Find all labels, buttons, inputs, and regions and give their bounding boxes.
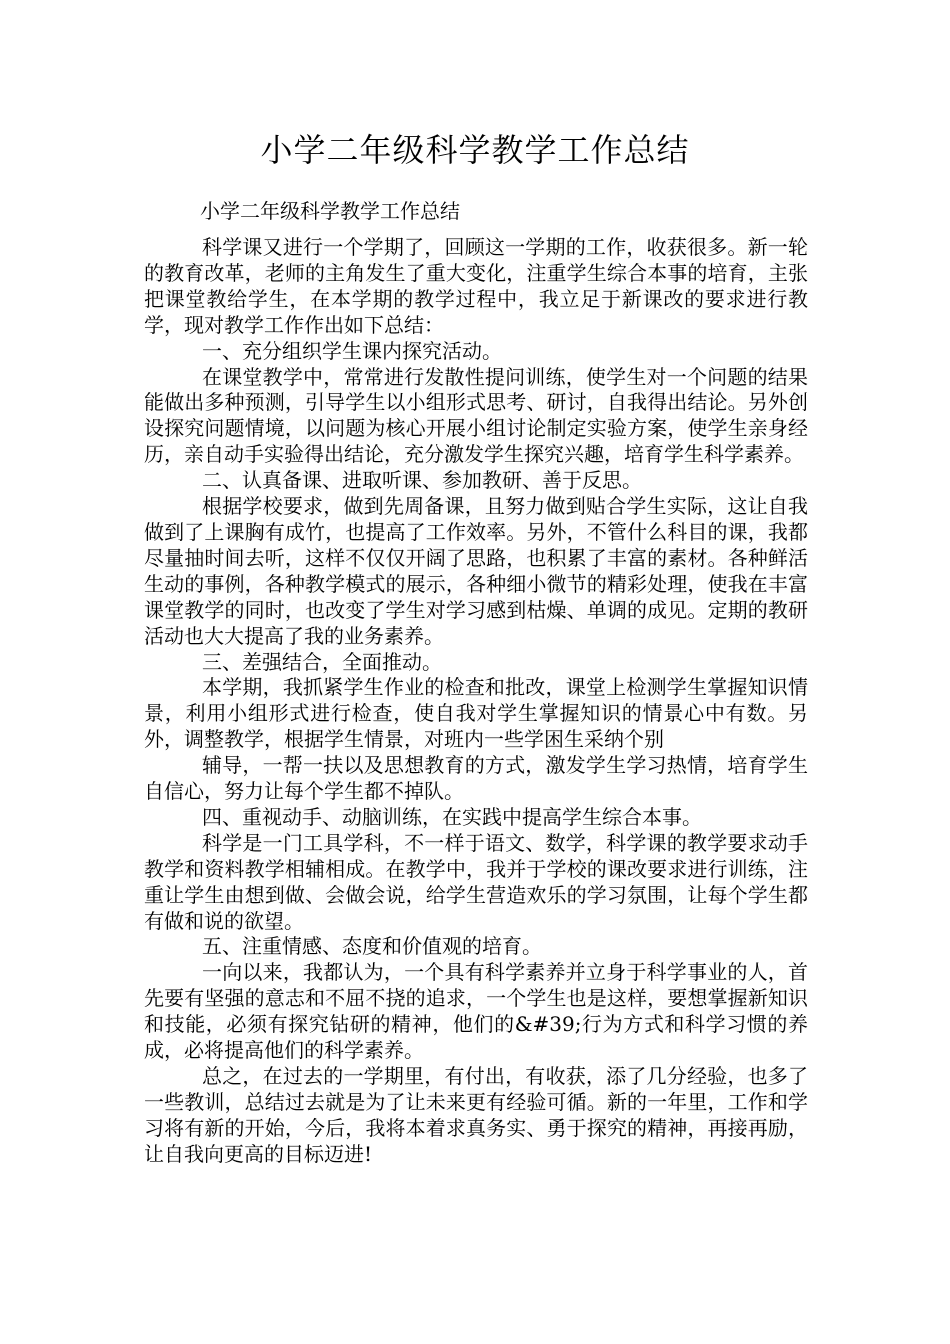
section-heading-2: 二、认真备课、进取听课、参加教研、善于反思。 [202, 468, 642, 493]
document-title: 小学二年级科学教学工作总结 [260, 131, 690, 169]
paragraph-2: 根据学校要求，做到先周备课，且努力做到贴合学生实际，这让自我做到了上课胸有成竹，也提高了工作效率。另外，不管什么科目的课，我都尽量抽时间去听，这样不仅仅开阔了思路，也积累了丰富的素材。各种鲜活生动的事例，各种教学模式的展示，各种细小微节的精彩处理，使我在丰富课堂教学的同时，也改变了学生对学习感到枯燥、单调的成见。定期的教研活动也大大提高了我的业务素养。 [144, 494, 808, 648]
section-heading-4: 四、重视动手、动脑训练，在实践中提高学生综合本事。 [202, 804, 702, 829]
paragraph-4: 科学是一门工具学科，不一样于语文、数学，科学课的教学要求动手教学和资料教学相辅相成。在教学中，我并于学校的课改要求进行训练，注重让学生由想到做、会做会说，给学生营造欢乐的学习氛围，让每个学生都有做和说的欲望。 [144, 830, 808, 933]
paragraph-3a: 本学期，我抓紧学生作业的检查和批改，课堂上检测学生掌握知识情景，利用小组形式进行检查，使自我对学生掌握知识的情景心中有数。另外，调整教学，根据学生情景，对班内一些学困生采纳个别 [144, 675, 808, 752]
document-body [144, 235, 808, 1168]
section-heading-3: 三、差强结合，全面推动。 [202, 649, 442, 674]
section-heading-5: 五、注重情感、态度和价值观的培育。 [202, 934, 542, 959]
paragraph-conclusion: 总之，在过去的一学期里，有付出，有收获，添了几分经验，也多了一些教训，总结过去就是为了让未来更有经验可循。新的一年里，工作和学习将有新的开始，今后，我将本着求真务实、勇于探究的精神，再接再励，让自我向更高的目标迈进! [144, 1064, 808, 1166]
paragraph-1: 在课堂教学中，常常进行发散性提问训练，使学生对一个问题的结果能做出多种预测，引导学生以小组形式思考、研讨，自我得出结论。另外创设探究问题情境，以问题为核心开展小组讨论制定实验方案，使学生亲身经历，亲自动手实验得出结论，充分激发学生探究兴趣，培育学生科学素养。 [144, 364, 808, 467]
paragraph-intro: 科学课又进行一个学期了，回顾这一学期的工作，收获很多。新一轮的教育改革，老师的主角发生了重大变化，注重学生综合本事的培育，主张把课堂教给学生，在本学期的教学过程中，我立足于新课改的要求进行教学，现对教学工作作出如下总结： [144, 235, 808, 337]
paragraph-3b: 辅导，一帮一扶以及思想教育的方式，激发学生学习热情，培育学生自信心，努力让每个学生都不掉队。 [144, 753, 808, 804]
paragraph-5: 一向以来，我都认为，一个具有科学素养并立身于科学事业的人，首先要有坚强的意志和不屈不挠的追求，一个学生也是这样，要想掌握新知识和技能，必须有探究钻研的精神，他们的&#39;行为方式和科学习惯的养成，必将提高他们的科学素养。 [144, 960, 808, 1063]
document-subtitle: 小学二年级科学教学工作总结 [200, 199, 460, 223]
section-heading-1: 一、充分组织学生课内探究活动。 [202, 338, 502, 363]
